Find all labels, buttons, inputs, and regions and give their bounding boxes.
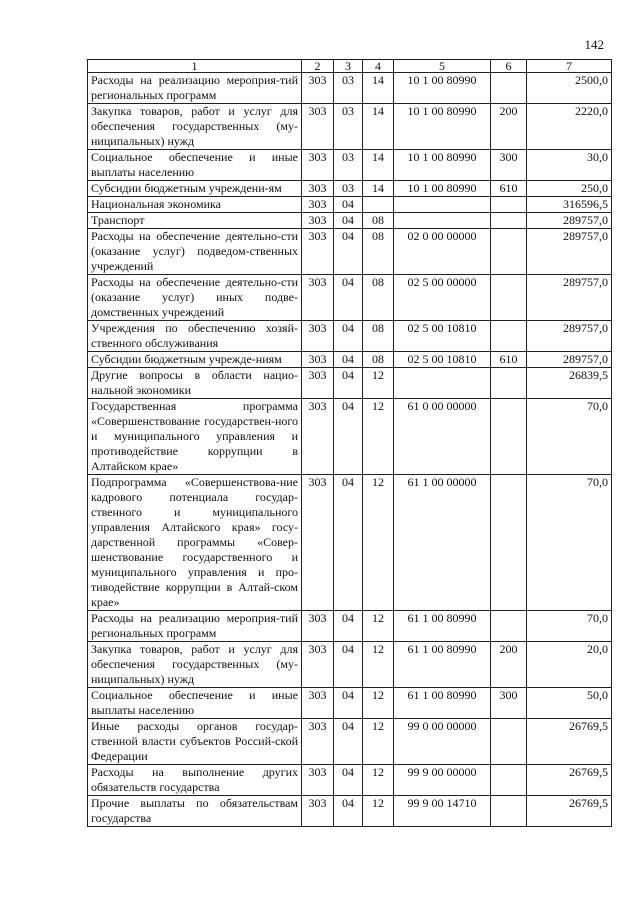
row-subsection-cell: 08 xyxy=(363,275,394,321)
row-section-cell: 04 xyxy=(334,352,363,368)
row-expense-type-cell xyxy=(491,765,527,796)
table-row xyxy=(88,796,612,827)
row-expense-type-cell: 300 xyxy=(491,150,527,181)
row-target-cell: 02 5 00 00000 xyxy=(394,275,491,321)
row-subsection-cell xyxy=(363,197,394,213)
row-target-cell: 61 1 00 80990 xyxy=(394,642,491,688)
row-name-cell: Субсидии бюджетным учрежде-ниям xyxy=(88,352,302,368)
row-subsection-cell: 08 xyxy=(363,352,394,368)
row-code-cell: 303 xyxy=(302,475,334,611)
row-section-cell: 04 xyxy=(334,688,363,719)
row-expense-type-cell xyxy=(491,321,527,352)
row-subsection-cell: 14 xyxy=(363,150,394,181)
row-target-cell: 99 9 00 00000 xyxy=(394,765,491,796)
row-sum-cell: 316596,5 xyxy=(527,197,612,213)
table-row xyxy=(88,213,612,229)
page-number: 142 xyxy=(584,37,604,52)
row-code-cell: 303 xyxy=(302,73,334,104)
row-target-cell: 10 1 00 80990 xyxy=(394,150,491,181)
table-row xyxy=(88,475,612,611)
row-expense-type-cell: 610 xyxy=(491,352,527,368)
row-name-cell: Иные расходы органов государ-ственной власти субъектов Россий-ской Федерации xyxy=(88,719,302,765)
row-expense-type-cell xyxy=(491,399,527,475)
table-row xyxy=(88,611,612,642)
row-section-cell: 04 xyxy=(334,229,363,275)
row-expense-type-cell xyxy=(491,275,527,321)
row-sum-cell: 26769,5 xyxy=(527,719,612,765)
row-target-cell xyxy=(394,213,491,229)
row-section-cell: 03 xyxy=(334,73,363,104)
row-expense-type-cell xyxy=(491,197,527,213)
row-sum-cell: 70,0 xyxy=(527,475,612,611)
row-code-cell: 303 xyxy=(302,796,334,827)
row-target-cell: 10 1 00 80990 xyxy=(394,73,491,104)
row-target-cell: 99 0 00 00000 xyxy=(394,719,491,765)
row-subsection-cell: 14 xyxy=(363,73,394,104)
table-row xyxy=(88,150,612,181)
row-name-cell: Закупка товаров, работ и услуг для обеспечения государственных (му-ниципальных) нужд xyxy=(88,642,302,688)
table-row xyxy=(88,229,612,275)
row-section-cell: 04 xyxy=(334,368,363,399)
row-subsection-cell: 12 xyxy=(363,796,394,827)
row-expense-type-cell xyxy=(491,213,527,229)
row-subsection-cell: 08 xyxy=(363,321,394,352)
row-sum-cell: 289757,0 xyxy=(527,275,612,321)
row-section-cell: 04 xyxy=(334,275,363,321)
row-code-cell: 303 xyxy=(302,399,334,475)
row-target-cell: 99 9 00 14710 xyxy=(394,796,491,827)
row-target-cell: 61 1 00 80990 xyxy=(394,688,491,719)
row-section-cell: 04 xyxy=(334,475,363,611)
row-name-cell: Учреждения по обеспечению хозяй-ственного обслуживания xyxy=(88,321,302,352)
table-row xyxy=(88,642,612,688)
row-sum-cell: 30,0 xyxy=(527,150,612,181)
row-subsection-cell: 12 xyxy=(363,688,394,719)
row-section-cell: 04 xyxy=(334,765,363,796)
row-name-cell: Расходы на реализацию мероприя-тий региональных программ xyxy=(88,73,302,104)
row-expense-type-cell: 200 xyxy=(491,104,527,150)
row-sum-cell: 250,0 xyxy=(527,181,612,197)
row-sum-cell: 50,0 xyxy=(527,688,612,719)
row-name-cell: Расходы на обеспечение деятельно-сти (оказание услуг) подведом-ственных учреждений xyxy=(88,229,302,275)
table-row xyxy=(88,765,612,796)
table-body xyxy=(88,73,612,827)
row-sum-cell: 289757,0 xyxy=(527,352,612,368)
row-section-cell: 04 xyxy=(334,796,363,827)
row-subsection-cell: 12 xyxy=(363,765,394,796)
header-row xyxy=(88,60,612,73)
row-expense-type-cell: 200 xyxy=(491,642,527,688)
header-cell: 1 xyxy=(88,60,302,73)
table-row xyxy=(88,352,612,368)
row-target-cell: 61 1 00 00000 xyxy=(394,475,491,611)
budget-table xyxy=(87,59,612,827)
row-subsection-cell: 12 xyxy=(363,642,394,688)
row-name-cell: Другие вопросы в области нацио-нальной экономики xyxy=(88,368,302,399)
row-section-cell: 04 xyxy=(334,642,363,688)
row-section-cell: 04 xyxy=(334,321,363,352)
row-code-cell: 303 xyxy=(302,321,334,352)
header-cell: 4 xyxy=(363,60,394,73)
row-name-cell: Субсидии бюджетным учреждени-ям xyxy=(88,181,302,197)
row-subsection-cell: 12 xyxy=(363,719,394,765)
row-name-cell: Подпрограмма «Совершенствова-ние кадрового потенциала государ-ственного и муниципального управления Алтайского края» госу-дарственной программы «Совер-шенствование государственного и муниципального управления и про-тиводействие коррупции в Алтай-ском крае» xyxy=(88,475,302,611)
row-target-cell: 10 1 00 80990 xyxy=(394,181,491,197)
row-sum-cell: 289757,0 xyxy=(527,321,612,352)
row-expense-type-cell: 610 xyxy=(491,181,527,197)
row-subsection-cell: 12 xyxy=(363,611,394,642)
row-section-cell: 03 xyxy=(334,104,363,150)
row-section-cell: 04 xyxy=(334,197,363,213)
row-sum-cell: 26769,5 xyxy=(527,796,612,827)
row-name-cell: Расходы на выполнение других обязательств государства xyxy=(88,765,302,796)
row-name-cell: Социальное обеспечение и иные выплаты населению xyxy=(88,688,302,719)
header-cell: 7 xyxy=(527,60,612,73)
row-code-cell: 303 xyxy=(302,352,334,368)
row-expense-type-cell xyxy=(491,368,527,399)
row-code-cell: 303 xyxy=(302,368,334,399)
table-row xyxy=(88,181,612,197)
row-code-cell: 303 xyxy=(302,181,334,197)
row-expense-type-cell xyxy=(491,611,527,642)
row-section-cell: 04 xyxy=(334,611,363,642)
header-cell: 5 xyxy=(394,60,491,73)
row-code-cell: 303 xyxy=(302,765,334,796)
row-code-cell: 303 xyxy=(302,642,334,688)
row-target-cell: 02 5 00 10810 xyxy=(394,352,491,368)
row-section-cell: 03 xyxy=(334,181,363,197)
row-sum-cell: 2220,0 xyxy=(527,104,612,150)
row-section-cell: 04 xyxy=(334,399,363,475)
row-code-cell: 303 xyxy=(302,229,334,275)
row-expense-type-cell xyxy=(491,475,527,611)
row-sum-cell: 20,0 xyxy=(527,642,612,688)
row-name-cell: Прочие выплаты по обязательствам государства xyxy=(88,796,302,827)
row-subsection-cell: 14 xyxy=(363,104,394,150)
row-name-cell: Расходы на реализацию мероприя-тий региональных программ xyxy=(88,611,302,642)
table-row xyxy=(88,368,612,399)
table-row xyxy=(88,399,612,475)
table-row xyxy=(88,719,612,765)
row-subsection-cell: 14 xyxy=(363,181,394,197)
row-sum-cell: 2500,0 xyxy=(527,73,612,104)
row-target-cell: 02 5 00 10810 xyxy=(394,321,491,352)
row-code-cell: 303 xyxy=(302,719,334,765)
table-row xyxy=(88,197,612,213)
row-expense-type-cell xyxy=(491,796,527,827)
row-sum-cell: 26769,5 xyxy=(527,765,612,796)
table-row xyxy=(88,73,612,104)
row-section-cell: 04 xyxy=(334,719,363,765)
row-code-cell: 303 xyxy=(302,104,334,150)
row-subsection-cell: 08 xyxy=(363,213,394,229)
row-name-cell: Закупка товаров, работ и услуг для обеспечения государственных (му-ниципальных) нужд xyxy=(88,104,302,150)
row-target-cell: 02 0 00 00000 xyxy=(394,229,491,275)
row-sum-cell: 289757,0 xyxy=(527,229,612,275)
row-sum-cell: 26839,5 xyxy=(527,368,612,399)
row-target-cell xyxy=(394,368,491,399)
row-subsection-cell: 12 xyxy=(363,399,394,475)
row-name-cell: Транспорт xyxy=(88,213,302,229)
row-expense-type-cell: 300 xyxy=(491,688,527,719)
row-section-cell: 04 xyxy=(334,213,363,229)
row-expense-type-cell xyxy=(491,73,527,104)
header-cell: 3 xyxy=(334,60,363,73)
row-target-cell: 61 1 00 80990 xyxy=(394,611,491,642)
row-code-cell: 303 xyxy=(302,611,334,642)
row-name-cell: Государственная программа «Совершенствование государствен-ного и муниципального управления и противодействие коррупции в Алтайском крае» xyxy=(88,399,302,475)
row-code-cell: 303 xyxy=(302,197,334,213)
row-sum-cell: 70,0 xyxy=(527,399,612,475)
table-row xyxy=(88,275,612,321)
row-subsection-cell: 12 xyxy=(363,475,394,611)
table-row xyxy=(88,688,612,719)
row-section-cell: 03 xyxy=(334,150,363,181)
row-code-cell: 303 xyxy=(302,688,334,719)
row-target-cell xyxy=(394,197,491,213)
row-sum-cell: 70,0 xyxy=(527,611,612,642)
row-code-cell: 303 xyxy=(302,275,334,321)
row-sum-cell: 289757,0 xyxy=(527,213,612,229)
row-subsection-cell: 12 xyxy=(363,368,394,399)
row-name-cell: Национальная экономика xyxy=(88,197,302,213)
row-expense-type-cell xyxy=(491,229,527,275)
row-subsection-cell: 08 xyxy=(363,229,394,275)
row-code-cell: 303 xyxy=(302,213,334,229)
table-row xyxy=(88,104,612,150)
row-name-cell: Расходы на обеспечение деятельно-сти (оказание услуг) иных подве-домственных учреждений xyxy=(88,275,302,321)
row-code-cell: 303 xyxy=(302,150,334,181)
row-name-cell: Социальное обеспечение и иные выплаты населению xyxy=(88,150,302,181)
header-cell: 6 xyxy=(491,60,527,73)
table-row xyxy=(88,321,612,352)
row-target-cell: 61 0 00 00000 xyxy=(394,399,491,475)
row-target-cell: 10 1 00 80990 xyxy=(394,104,491,150)
row-expense-type-cell xyxy=(491,719,527,765)
header-cell: 2 xyxy=(302,60,334,73)
